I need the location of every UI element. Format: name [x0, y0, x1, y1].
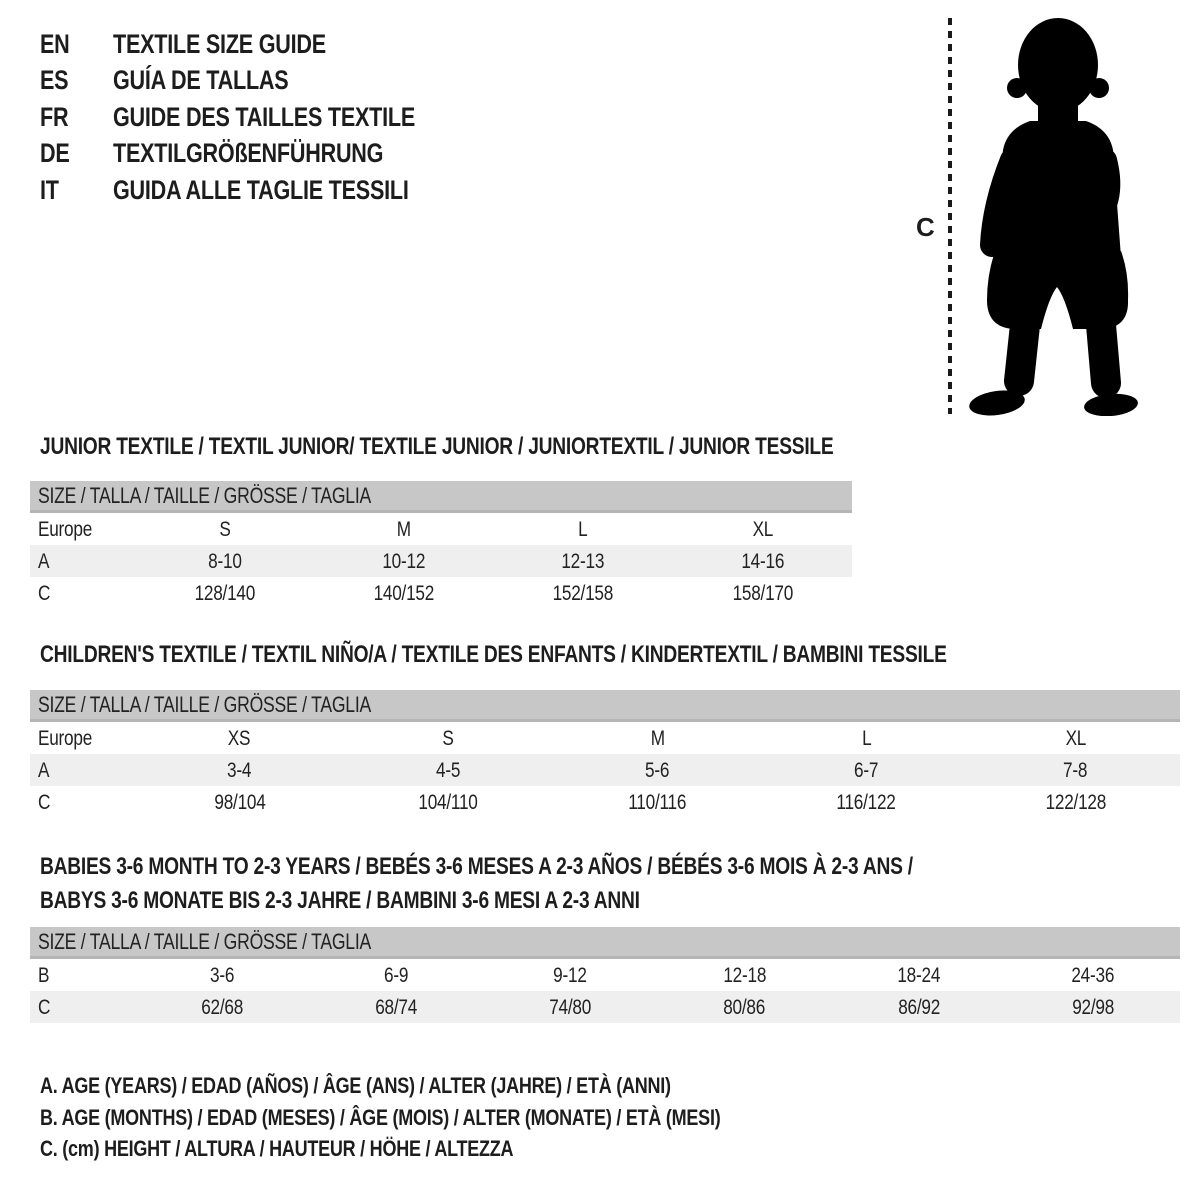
language-label: GUIDA ALLE TAGLIE TESSILI [113, 174, 409, 205]
table-header-row [30, 927, 1180, 958]
language-label: GUÍA DE TALLAS [113, 65, 289, 96]
table-cell: XL [752, 516, 773, 541]
baby-silhouette-icon [940, 15, 1148, 416]
table-row [30, 754, 1180, 786]
language-row [40, 26, 491, 63]
table-cell: 24-36 [1071, 962, 1115, 987]
table-cell: 128/140 [194, 580, 255, 605]
legend-line-c: C. (cm) HEIGHT / ALTURA / HAUTEUR / HÖHE / ALTEZZA [40, 1136, 514, 1161]
table-cell: M [396, 516, 411, 541]
table-cell: 92/98 [1006, 991, 1180, 1023]
language-list [40, 26, 491, 209]
table-cell: 80/86 [657, 991, 831, 1023]
size-table-children [30, 690, 1180, 818]
language-code: IT [40, 174, 59, 205]
section-title-children: CHILDREN'S TEXTILE / TEXTIL NIÑO/A / TEXTILE DES ENFANTS / KINDERTEXTIL / BAMBINI TESSILE [40, 641, 947, 668]
table-cell: 12-18 [723, 962, 766, 987]
legend [40, 1070, 891, 1165]
language-code: EN [40, 28, 70, 59]
table-cell: 122/128 [1045, 789, 1106, 814]
language-row [40, 172, 491, 209]
table-cell: 14-16 [673, 545, 852, 577]
language-code: FR [40, 101, 69, 132]
table-cell: 3-6 [210, 962, 235, 987]
section-title-babies [40, 850, 1131, 918]
table-cell: 18-24 [897, 962, 941, 987]
language-code: ES [40, 65, 69, 96]
size-header: SIZE / TALLA / TAILLE / GRÖSSE / TAGLIA [30, 927, 1180, 958]
table-cell: XL [1065, 725, 1086, 750]
table-row [30, 958, 1180, 992]
table-cell: 140/152 [373, 580, 435, 605]
table-cell: 104/110 [418, 789, 479, 814]
language-label: TEXTILE SIZE GUIDE [113, 28, 326, 59]
height-measure-label: C [916, 212, 935, 242]
size-table-junior [30, 481, 852, 609]
language-row [40, 63, 491, 100]
table-cell: 9-12 [553, 962, 588, 987]
table-cell: 98/104 [213, 789, 266, 814]
row-label: Europe [38, 516, 93, 541]
table-cell: 74/80 [483, 991, 657, 1023]
table-row [30, 512, 852, 546]
table-cell: 86/92 [832, 991, 1006, 1023]
table-cell: L [578, 516, 588, 541]
table-row [30, 545, 852, 577]
language-row [40, 99, 491, 136]
table-cell: 10-12 [314, 545, 493, 577]
babies-title-line-1: BABIES 3-6 MONTH TO 2-3 YEARS / BEBÉS 3-6 MESES A 2-3 AÑOS / BÉBÉS 3-6 MOIS À 2-3 ANS / [40, 853, 913, 880]
table-cell: 152/158 [552, 580, 614, 605]
table-cell: 62/68 [135, 991, 309, 1023]
table-cell: S [442, 725, 455, 750]
language-row [40, 136, 491, 173]
table-row [30, 991, 1180, 1023]
table-cell: 4-5 [344, 754, 553, 786]
table-cell: 68/74 [309, 991, 483, 1023]
table-cell: 7-8 [971, 754, 1180, 786]
table-header-row [30, 481, 852, 512]
table-cell: 5-6 [553, 754, 762, 786]
size-header: SIZE / TALLA / TAILLE / GRÖSSE / TAGLIA [30, 481, 852, 512]
table-cell: 116/122 [836, 789, 897, 814]
toddler-figure [968, 18, 1139, 416]
language-label: GUIDE DES TAILLES TEXTILE [113, 101, 416, 132]
row-label: A [30, 545, 135, 577]
babies-title-line-2: BABYS 3-6 MONATE BIS 2-3 JAHRE / BAMBINI 3-6 MESI A 2-3 ANNI [40, 887, 640, 914]
table-cell: M [650, 725, 665, 750]
table-cell: 158/170 [732, 580, 793, 605]
legend-line-a: A. AGE (YEARS) / EDAD (AÑOS) / ÂGE (ANS) / ALTER (JAHRE) / ETÀ (ANNI) [40, 1073, 671, 1098]
table-cell: 6-7 [762, 754, 971, 786]
table-row [30, 786, 1180, 818]
row-label: C [38, 580, 51, 605]
row-label: A [30, 754, 135, 786]
table-cell: XS [228, 725, 251, 750]
row-label: B [38, 962, 50, 987]
table-cell: 12-13 [494, 545, 673, 577]
size-header: SIZE / TALLA / TAILLE / GRÖSSE / TAGLIA [30, 690, 1180, 721]
language-label: TEXTILGRÖßENFÜHRUNG [113, 138, 384, 169]
table-cell: 6-9 [384, 962, 409, 987]
table-cell: 8-10 [135, 545, 314, 577]
row-label: Europe [38, 725, 93, 750]
table-cell: L [861, 725, 872, 750]
table-cell: 110/116 [628, 789, 687, 814]
table-row [30, 721, 1180, 755]
row-label: C [38, 789, 51, 814]
section-title-junior: JUNIOR TEXTILE / TEXTIL JUNIOR/ TEXTILE JUNIOR / JUNIORTEXTIL / JUNIOR TESSILE [40, 433, 834, 460]
table-cell: S [218, 516, 231, 541]
size-table-babies [30, 927, 1180, 1023]
table-header-row [30, 690, 1180, 721]
language-code: DE [40, 138, 70, 169]
table-row [30, 577, 852, 609]
table-cell: 3-4 [135, 754, 344, 786]
legend-line-b: B. AGE (MONTHS) / EDAD (MESES) / ÂGE (MOIS) / ALTER (MONATE) / ETÀ (MESI) [40, 1104, 721, 1130]
row-label: C [30, 991, 135, 1023]
